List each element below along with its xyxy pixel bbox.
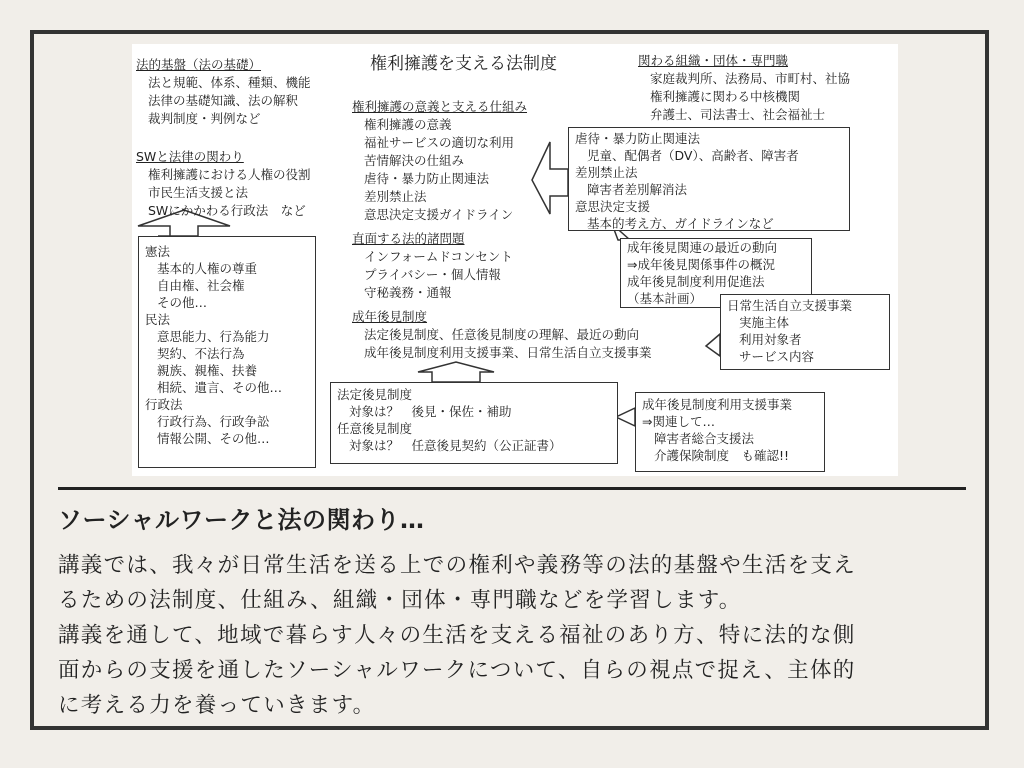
abuse-box [568, 127, 850, 231]
support-project-box [635, 392, 825, 472]
legal-line: 任意後見制度 [337, 421, 413, 436]
abuse-line: 意思決定支援 [575, 199, 651, 214]
diagram-title: 権利擁護を支える法制度 [370, 54, 557, 74]
mechanisms-line: 苦情解決の仕組み [364, 153, 465, 168]
laws-line: 相続、遺言、その他… [157, 380, 283, 395]
abuse-line: 障害者差別解消法 [587, 182, 688, 197]
paragraph-line: に考える力を養っていきます。 [58, 693, 376, 718]
description-paragraph [58, 548, 974, 723]
foundation-line: 裁判制度・判例など [148, 111, 261, 126]
mechanisms-line: 福祉サービスの適切な利用 [364, 135, 515, 150]
laws-line: 自由権、社会権 [157, 278, 245, 293]
laws-line: 契約、不法行為 [157, 346, 245, 361]
laws-line: 基本的人権の尊重 [157, 261, 258, 276]
support-line: 成年後見制度利用支援事業 [642, 397, 793, 412]
issues-line: プライバシー・個人情報 [364, 267, 501, 282]
legal-line: 法定後見制度 [337, 387, 413, 402]
sw-law-line: SWにかかわる行政法 など [148, 203, 306, 218]
support-line: 介護保険制度 も確認!! [654, 448, 790, 463]
issues-line: 守秘義務・通報 [364, 285, 452, 300]
mechanisms-line: 意思決定支援ガイドライン [364, 207, 514, 222]
recent-line: （基本計画） [627, 291, 703, 306]
paragraph-line: 講義を通して、地域で暮らす人々の生活を支える福祉のあり方、特に法的な側 [58, 623, 856, 648]
support-line: 障害者総合支援法 [654, 431, 755, 446]
laws-line: 行政法 [145, 397, 183, 412]
mechanisms-heading: 権利擁護の意義と支える仕組み [352, 99, 528, 114]
section-heading: ソーシャルワークと法の関わり… [58, 506, 425, 534]
guardianship-line: 成年後見制度利用支援事業、日常生活自立支援事業 [364, 345, 652, 360]
daily-line: 利用対象者 [739, 332, 802, 347]
laws-line: 情報公開、その他… [157, 431, 270, 446]
sw-law-line: 市民生活支援と法 [148, 185, 249, 200]
paragraph-line: るための法制度、仕組み、組織・団体・専門職などを学習します。 [58, 588, 742, 613]
mechanisms-line: 権利擁護の意義 [364, 117, 452, 132]
daily-line: サービス内容 [739, 349, 815, 364]
daily-line: 実施主体 [739, 315, 790, 330]
abuse-line: 児童、配偶者（DV）、高齢者、障害者 [587, 148, 799, 163]
paragraph-line: 講義では、我々が日常生活を送る上での権利や義務等の法的基盤や生活を支え [58, 553, 857, 578]
organizations-line: 権利擁護に関わる中核機関 [650, 89, 801, 104]
abuse-line: 虐待・暴力防止関連法 [575, 131, 701, 146]
recent-line: ⇒成年後見関係事件の概況 [627, 257, 775, 272]
mechanisms-line: 虐待・暴力防止関連法 [364, 171, 490, 186]
laws-line: 親族、親権、扶養 [157, 363, 258, 378]
organizations-heading: 関わる組織・団体・専門職 [638, 53, 789, 68]
mechanisms-line: 差別禁止法 [364, 189, 427, 204]
abuse-line: 差別禁止法 [575, 165, 638, 180]
recent-line: 成年後見関連の最近の動向 [627, 240, 778, 255]
issues-heading: 直面する法的諸問題 [352, 231, 465, 246]
foundation-line: 法と規範、体系、種類、機能 [148, 75, 311, 90]
daily-line: 日常生活自立支援事業 [727, 298, 853, 313]
recent-line: 成年後見制度利用促進法 [627, 274, 765, 289]
organizations-line: 弁護士、司法書士、社会福祉士 [650, 107, 826, 122]
issues-line: インフォームドコンセント [364, 249, 513, 264]
laws-line: 民法 [145, 312, 171, 327]
legal-line: 対象は？ 任意後見契約（公正証書） [349, 438, 562, 453]
laws-line: その他… [157, 295, 208, 310]
laws-line: 憲法 [145, 244, 171, 259]
sw-law-line: 権利擁護における人権の役割 [148, 167, 311, 182]
daily-life-box [720, 294, 890, 370]
divider-rule [58, 487, 966, 490]
sw-law-heading: SWと法律の関わり [136, 149, 244, 164]
legal-guardianship-box [330, 382, 618, 464]
paragraph-line: 面からの支援を通したソーシャルワークについて、自らの視点で捉え、主体的 [58, 658, 856, 683]
legal-line: 対象は？ 後見・保佐・補助 [349, 404, 512, 419]
laws-box [138, 236, 316, 468]
support-line: ⇒関連して… [642, 414, 715, 429]
foundation-line: 法律の基礎知識、法の解釈 [148, 93, 299, 108]
guardianship-heading: 成年後見制度 [352, 309, 428, 324]
organizations-line: 家庭裁判所、法務局、市町村、社協 [650, 71, 851, 86]
laws-line: 意思能力、行為能力 [157, 329, 270, 344]
laws-line: 行政行為、行政争訟 [157, 414, 270, 429]
foundation-heading: 法的基盤（法の基礎） [136, 57, 262, 72]
abuse-line: 基本的考え方、ガイドラインなど [587, 216, 774, 231]
guardianship-line: 法定後見制度、任意後見制度の理解、最近の動向 [364, 327, 640, 342]
law-diagram [132, 44, 898, 476]
